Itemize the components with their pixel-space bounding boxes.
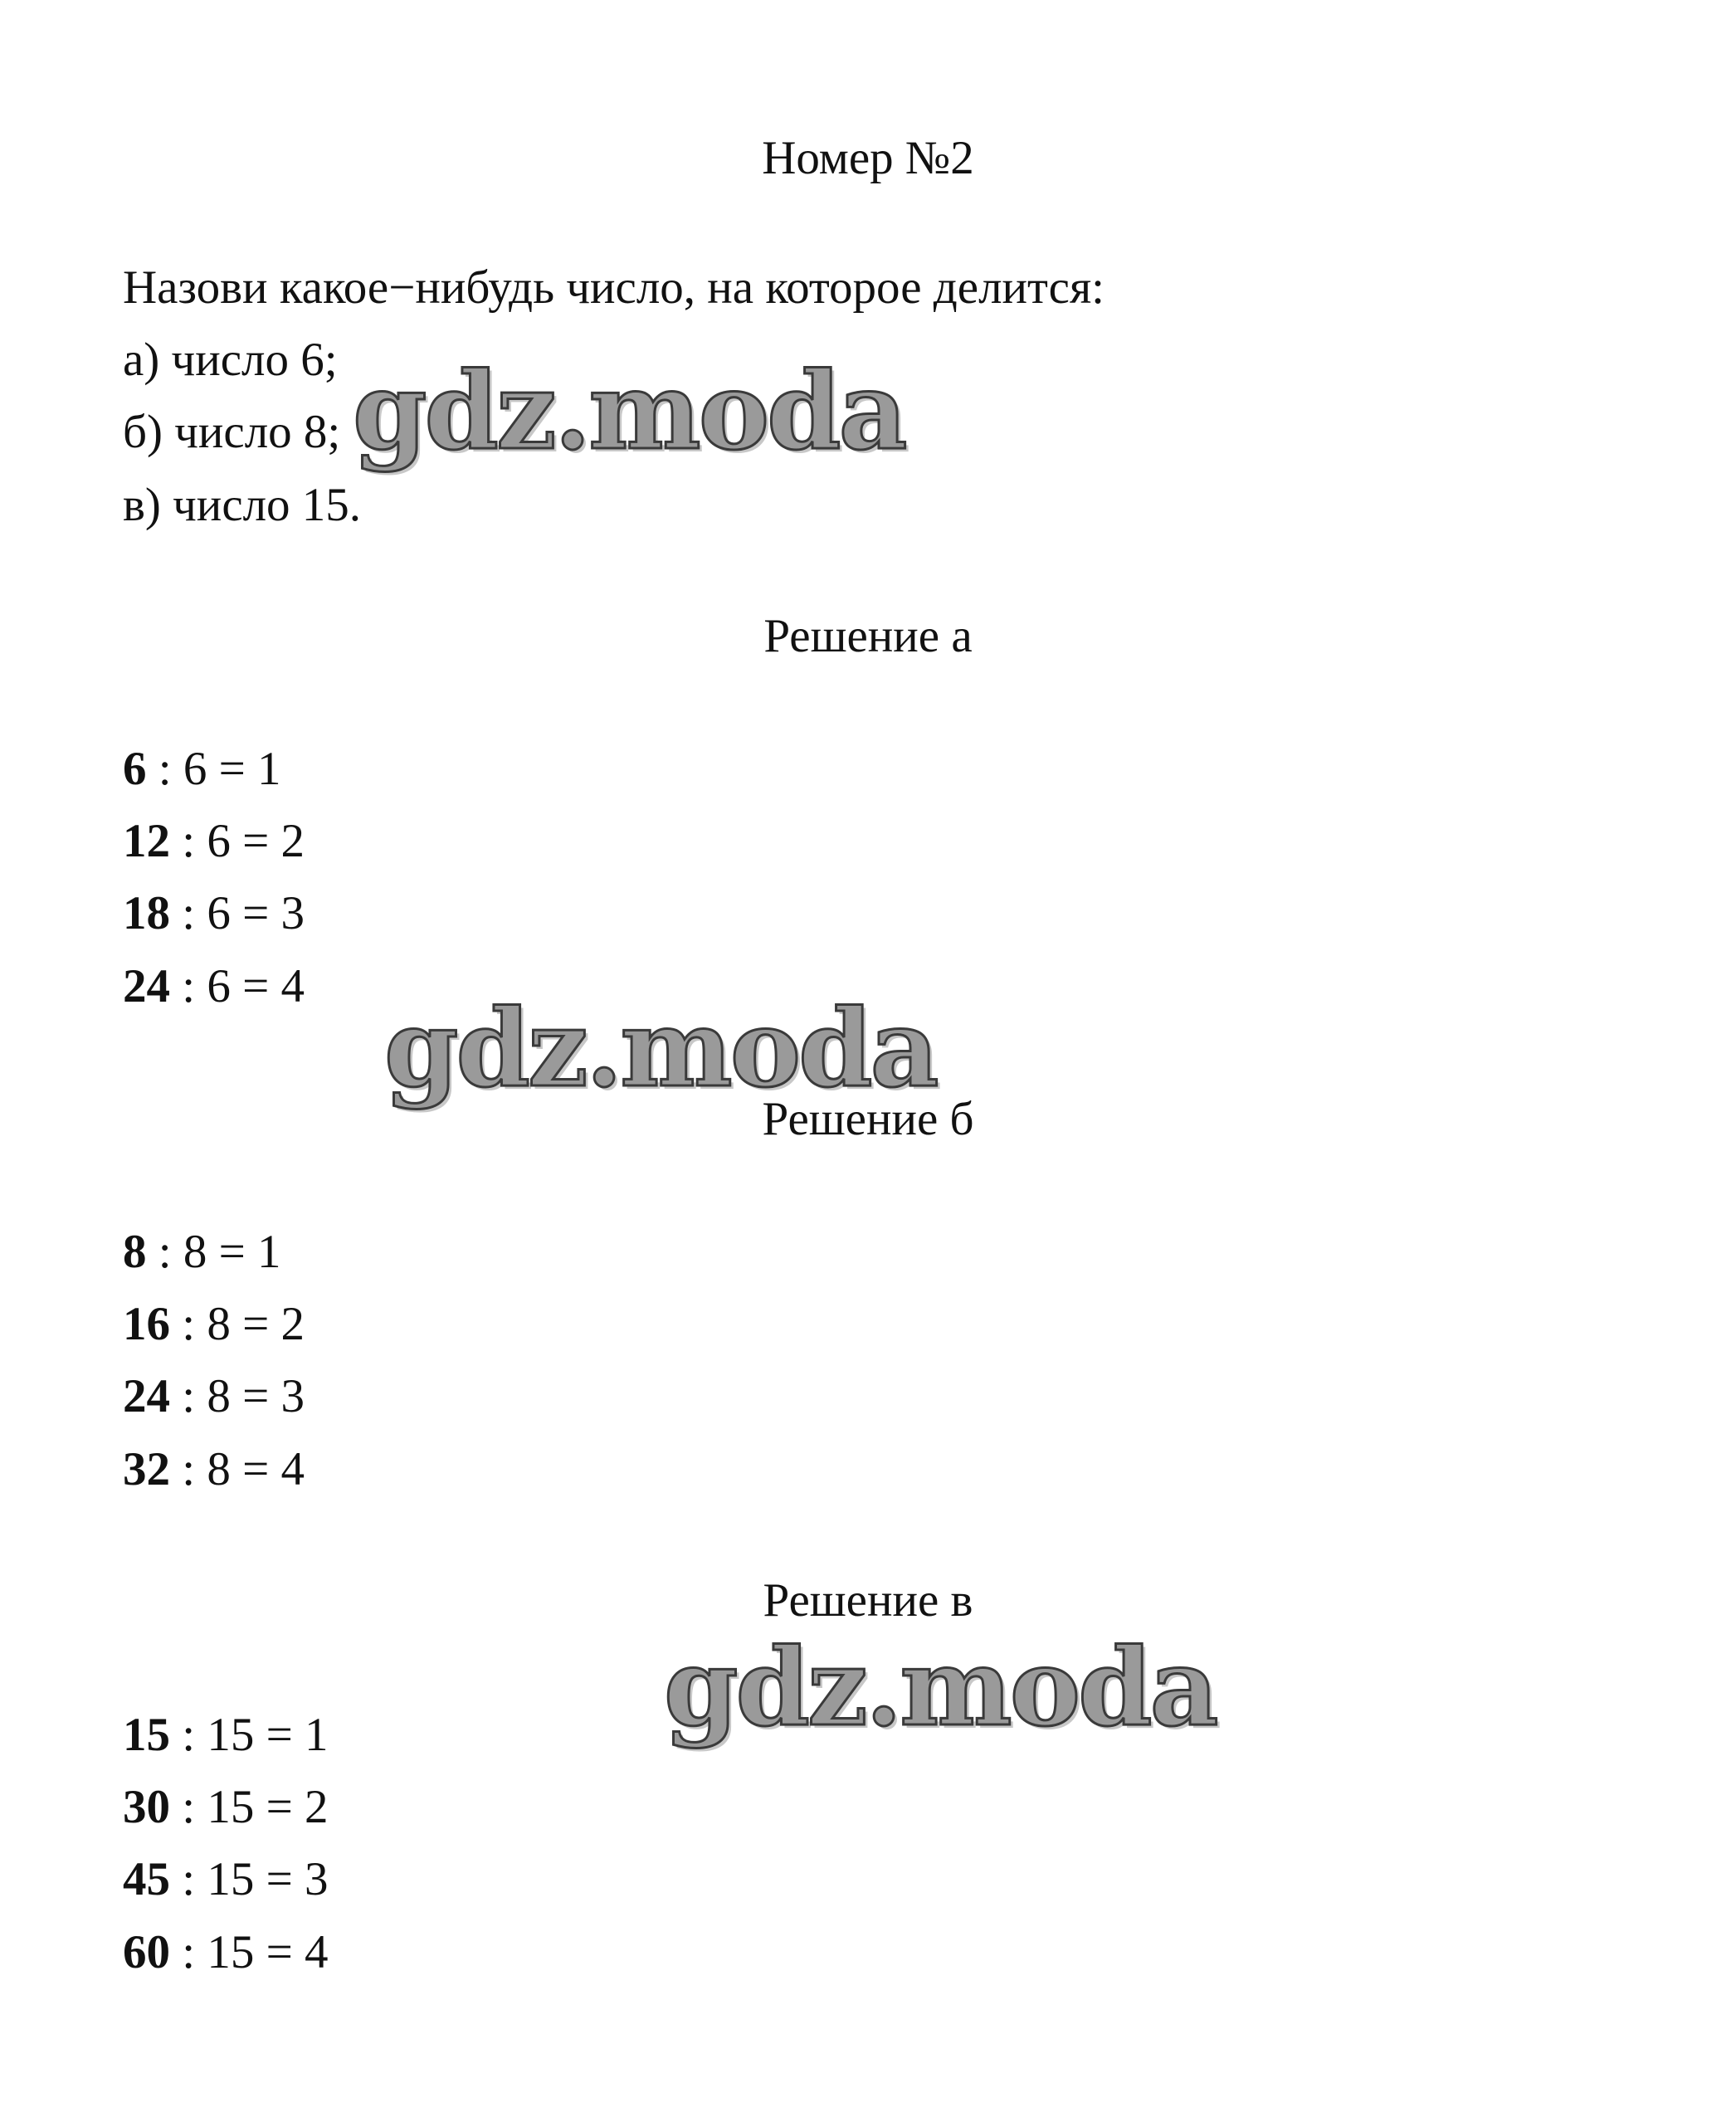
dividend: 24 <box>123 1370 170 1422</box>
dividend: 60 <box>123 1926 170 1978</box>
equation-rest: : 15 = 1 <box>170 1709 329 1761</box>
page-title: Номер №2 <box>762 132 974 184</box>
equation-rest: : 6 = 4 <box>170 960 305 1012</box>
equation-rest: : 8 = 2 <box>170 1298 305 1350</box>
solution-a-row <box>123 960 305 1012</box>
equation-rest: : 6 = 3 <box>170 887 305 939</box>
solution-b-row <box>123 1228 280 1276</box>
dividend: 16 <box>123 1298 170 1350</box>
solution-a-row <box>123 745 280 793</box>
solution-c-row <box>123 1783 328 1831</box>
dividend: 24 <box>123 960 170 1012</box>
dividend: 18 <box>123 887 170 939</box>
equation-rest: : 15 = 2 <box>170 1781 329 1833</box>
watermark-logo: gdz.moda <box>664 1626 1217 1750</box>
solution-a-heading: Решение а <box>763 610 973 662</box>
solution-b-row <box>123 1370 305 1422</box>
solution-b-row <box>123 1300 305 1348</box>
equation-rest: : 8 = 4 <box>170 1443 305 1495</box>
dividend: 30 <box>123 1781 170 1833</box>
equation-rest: : 8 = 3 <box>170 1370 305 1422</box>
task-item-a: а) число 6; <box>123 334 338 386</box>
watermark-logo: gdz.moda <box>353 349 905 474</box>
solution-c-row <box>123 1853 329 1905</box>
equation-rest: : 15 = 3 <box>170 1853 329 1905</box>
solution-a-row <box>123 887 305 939</box>
solution-c-heading: Решение в <box>763 1574 973 1627</box>
dividend: 45 <box>123 1853 170 1905</box>
equation-rest: : 6 = 2 <box>170 815 305 867</box>
task-prompt: Назови какое−нибудь число, на которое делится: <box>123 261 1105 314</box>
equation-rest: : 8 = 1 <box>146 1226 281 1278</box>
dividend: 8 <box>123 1226 147 1278</box>
task-item-c: в) число 15. <box>123 479 362 531</box>
equation-rest: : 15 = 4 <box>170 1926 329 1978</box>
solution-a-row <box>123 817 305 865</box>
solution-c-row <box>123 1709 329 1761</box>
dividend: 15 <box>123 1709 170 1761</box>
equation-rest: : 6 = 1 <box>146 743 281 795</box>
watermark-logo: gdz.moda <box>384 987 937 1111</box>
dividend: 32 <box>123 1443 170 1495</box>
solution-b-heading: Решение б <box>762 1093 974 1145</box>
dividend: 6 <box>123 743 147 795</box>
task-item-b: б) число 8; <box>123 406 341 458</box>
solution-c-row <box>123 1926 329 1978</box>
solution-b-row <box>123 1443 305 1495</box>
dividend: 12 <box>123 815 170 867</box>
